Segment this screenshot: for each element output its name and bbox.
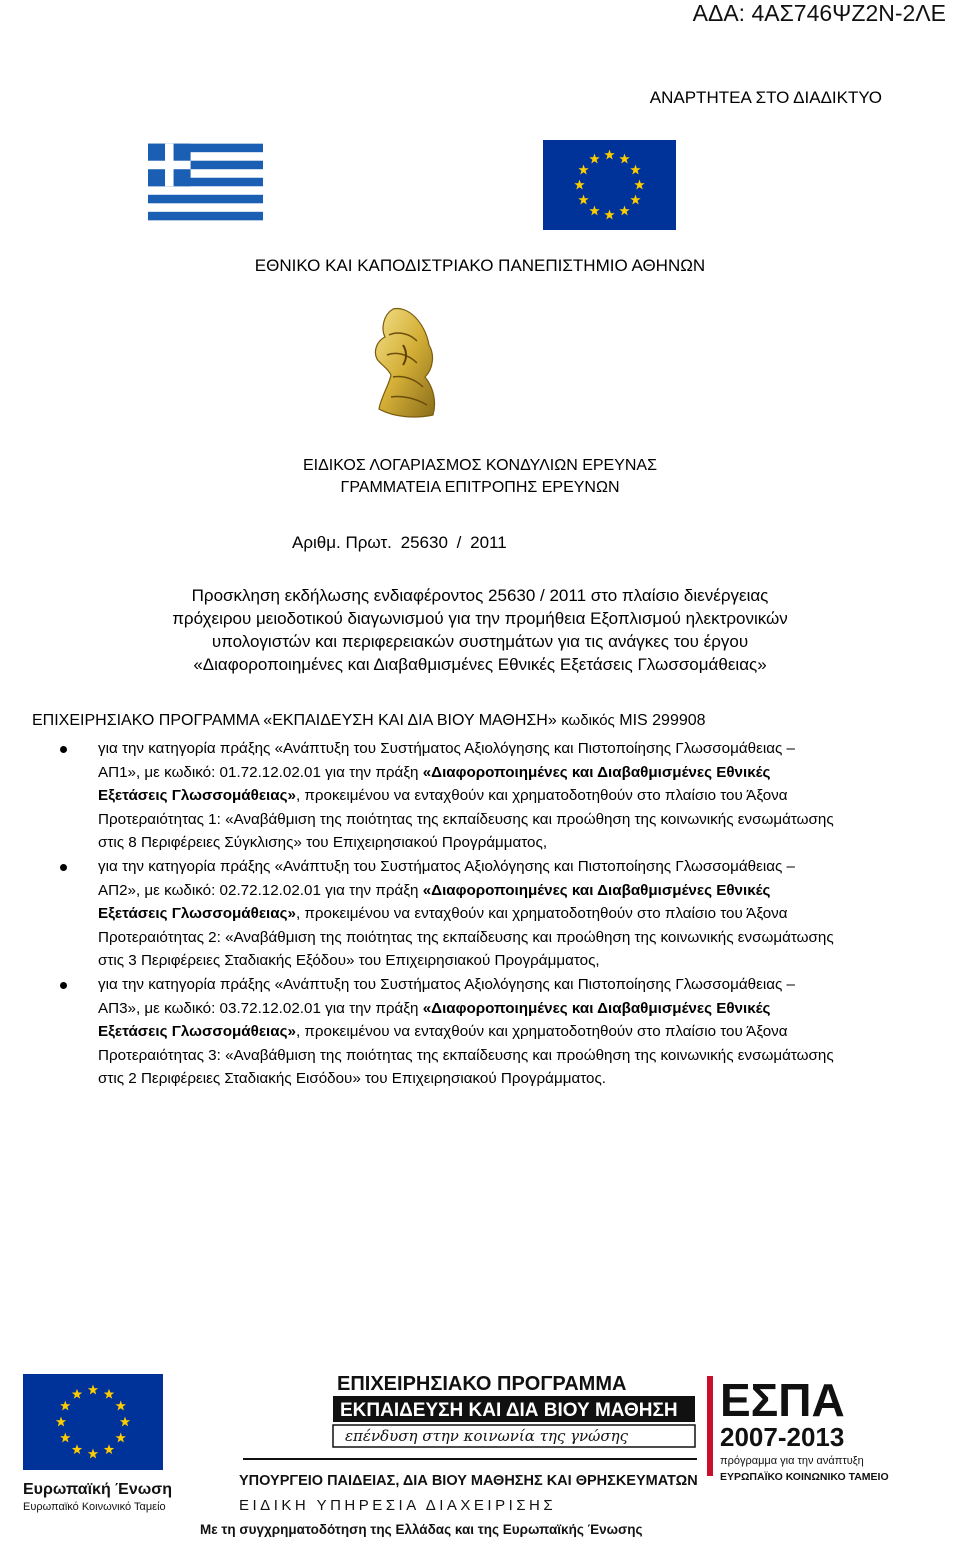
programme-code-label: κωδικός <box>561 712 615 729</box>
greek-flag-icon <box>148 143 263 221</box>
list-item: για την κατηγορία πράξης «Ανάπτυξη του Συστήματος Αξιολόγησης και Πιστοποίησης Γλωσσομάθειας – ΑΠ3», με κωδικό: 03.72.12.02.01 για την πράξη «Διαφοροποιημένες και Διαβαθμισμένες Εθνικές Εξετάσεις Γλωσσομάθειας», προκειμένου να ενταχθούν και χρηματοδοτηθούν στο πλαίσιο του Άξονα Προτεραιότητας 3: «Αναβάθμιση της ποιότητας της εκπαίδευσης και προώθηση της κοινωνικής ενσωμάτωσης στις 2 Περιφέρειες Σταδιακής Εισόδου» του Επιχειρησιακού Προγράμματος. <box>60 973 840 1091</box>
espa-title: ΕΣΠΑ <box>720 1374 845 1426</box>
bullet-icon <box>60 982 67 989</box>
protocol-number-value: 25630 <box>400 533 448 552</box>
eu-fund-label: Ευρωπαϊκό Κοινωνικό Ταμείο <box>23 1501 166 1513</box>
op-title-line1: ΕΠΙΧΕΙΡΗΣΙΑΚΟ ΠΡΟΓΡΑΜΜΑ <box>337 1373 627 1395</box>
protocol-label: Αριθμ. Πρωτ. <box>292 533 392 552</box>
funding-banner <box>15 1362 945 1548</box>
action-category-list <box>60 737 840 1091</box>
title-line: Πρoσκληση εκδήλωσης ενδιαφέροντος 25630 / 2011 στο πλαίσιο διενέργειας <box>191 586 769 605</box>
protocol-year: 2011 <box>470 533 507 552</box>
title-line: «Διαφοροποιημένες και Διαβαθμισμένες Εθνικές Εξετάσεις Γλωσσομάθειας» <box>193 655 767 674</box>
secretariat-line: ΓΡΑΜΜΑΤΕΙΑ ΕΠΙΤΡΟΠΗΣ ΕΡΕΥΝΩΝ <box>340 479 620 496</box>
ministry-label: ΥΠΟΥΡΓΕΙΟ ΠΑΙΔΕΙΑΣ, ΔΙΑ ΒΙΟΥ ΜΑΘΗΣΗΣ ΚΑΙ ΘΡΗΣΚΕΥΜΑΤΩΝ <box>239 1473 698 1489</box>
managing-authority-label: ΕΙΔΙΚΗ ΥΠΗΡΕΣΙΑ ΔΙΑΧΕΙΡΙΣΗΣ <box>239 1497 557 1514</box>
espa-years: 2007-2013 <box>720 1422 845 1452</box>
document-title <box>40 584 920 676</box>
programme-name: ΕΠΙΧΕΙΡΗΣΙΑΚΟ ΠΡΟΓΡΑΜΜΑ «ΕΚΠΑΙΔΕΥΣΗ ΚΑΙ ΔΙΑ ΒΙΟΥ ΜΑΘΗΣΗ» <box>32 712 557 729</box>
title-line: υπολογιστών και περιφερειακών συστημάτων για τις ανάγκες του έργου <box>211 632 749 651</box>
list-item: για την κατηγορία πράξης «Ανάπτυξη του Συστήματος Αξιολόγησης και Πιστοποίησης Γλωσσομάθειας – ΑΠ2», με κωδικό: 02.72.12.02.01 για την πράξη «Διαφοροποιημένες και Διαβαθμισμένες Εθνικές Εξετάσεις Γλωσσομάθειας», προκειμένου να ενταχθούν και χρηματοδοτηθούν στο πλαίσιο του Άξονα Προτεραιότητας 2: «Αναβάθμιση της ποιότητας της εκπαίδευσης και προώθηση της κοινωνικής ενσωμάτωσης στις 3 Περιφέρειες Σταδιακής Εξόδου» του Επιχειρησιακού Προγράμματος, <box>60 855 840 973</box>
programme-code: MIS 299908 <box>619 712 706 729</box>
posting-note: ΑΝΑΡΤΗΤΕΑ ΣΤΟ ΔΙΑΔΙΚΤΥΟ <box>649 88 882 107</box>
programme-heading <box>32 712 706 730</box>
op-slogan: επένδυση στην κοινωνία της γνώσης <box>345 1427 629 1445</box>
bullet-icon <box>60 864 67 871</box>
bullet-icon <box>60 746 67 753</box>
eu-flag-small-icon <box>23 1374 163 1470</box>
list-item: για την κατηγορία πράξης «Ανάπτυξη του Συστήματος Αξιολόγησης και Πιστοποίησης Γλωσσομάθειας – ΑΠ1», με κωδικό: 01.72.12.02.01 για την πράξη «Διαφοροποιημένες και Διαβαθμισμένες Εθνικές Εξετάσεις Γλωσσομάθειας», προκειμένου να ενταχθούν και χρηματοδοτηθούν στο πλαίσιο του Άξονα Προτεραιότητας 1: «Αναβάθμιση της ποιότητας της εκπαίδευσης και προώθηση της κοινωνικής ενσωμάτωσης στις 8 Περιφέρειες Σύγκλισης» του Επιχειρησιακού Προγράμματος, <box>60 737 840 855</box>
protocol-separator: / <box>456 533 462 552</box>
special-account-line: ΕΙΔΙΚΟΣ ΛΟΓΑΡΙΑΣΜΟΣ ΚΟΝΔΥΛΙΩΝ ΕΡΕΥΝΑΣ <box>303 457 657 474</box>
espa-slogan: πρόγραμμα για την ανάπτυξη <box>720 1455 864 1467</box>
op-title-line2: ΕΚΠΑΙΔΕΥΣΗ ΚΑΙ ΔΙΑ ΒΙΟΥ ΜΑΘΗΣΗ <box>340 1400 678 1421</box>
institution-name: ΕΘΝΙΚΟ ΚΑΙ ΚΑΠΟΔΙΣΤΡΙΑΚΟ ΠΑΝΕΠΙΣΤΗΜΙΟ ΑΘΗΝΩΝ <box>254 256 706 275</box>
eu-label: Ευρωπαϊκή Ένωση <box>23 1481 172 1498</box>
title-line: πρόχειρου μειοδοτικού διαγωνισμού για την προμήθεια Εξοπλισμού ηλεκτρονικών <box>172 609 788 628</box>
espa-fund-label: ΕΥΡΩΠΑΪΚΟ ΚΟΙΝΩΝΙΚΟ ΤΑΜΕΙΟ <box>720 1471 889 1483</box>
protocol-number <box>290 533 509 553</box>
eu-flag-icon <box>543 140 676 230</box>
university-emblem-icon <box>363 305 445 423</box>
ada-code: ΑΔΑ: 4ΑΣ746ΨΖ2Ν-2ΛΕ <box>692 0 946 26</box>
cofunding-label: Με τη συγχρηματοδότηση της Ελλάδας και της Ευρωπαϊκής Ένωσης <box>200 1522 643 1537</box>
issuing-department <box>0 455 960 499</box>
